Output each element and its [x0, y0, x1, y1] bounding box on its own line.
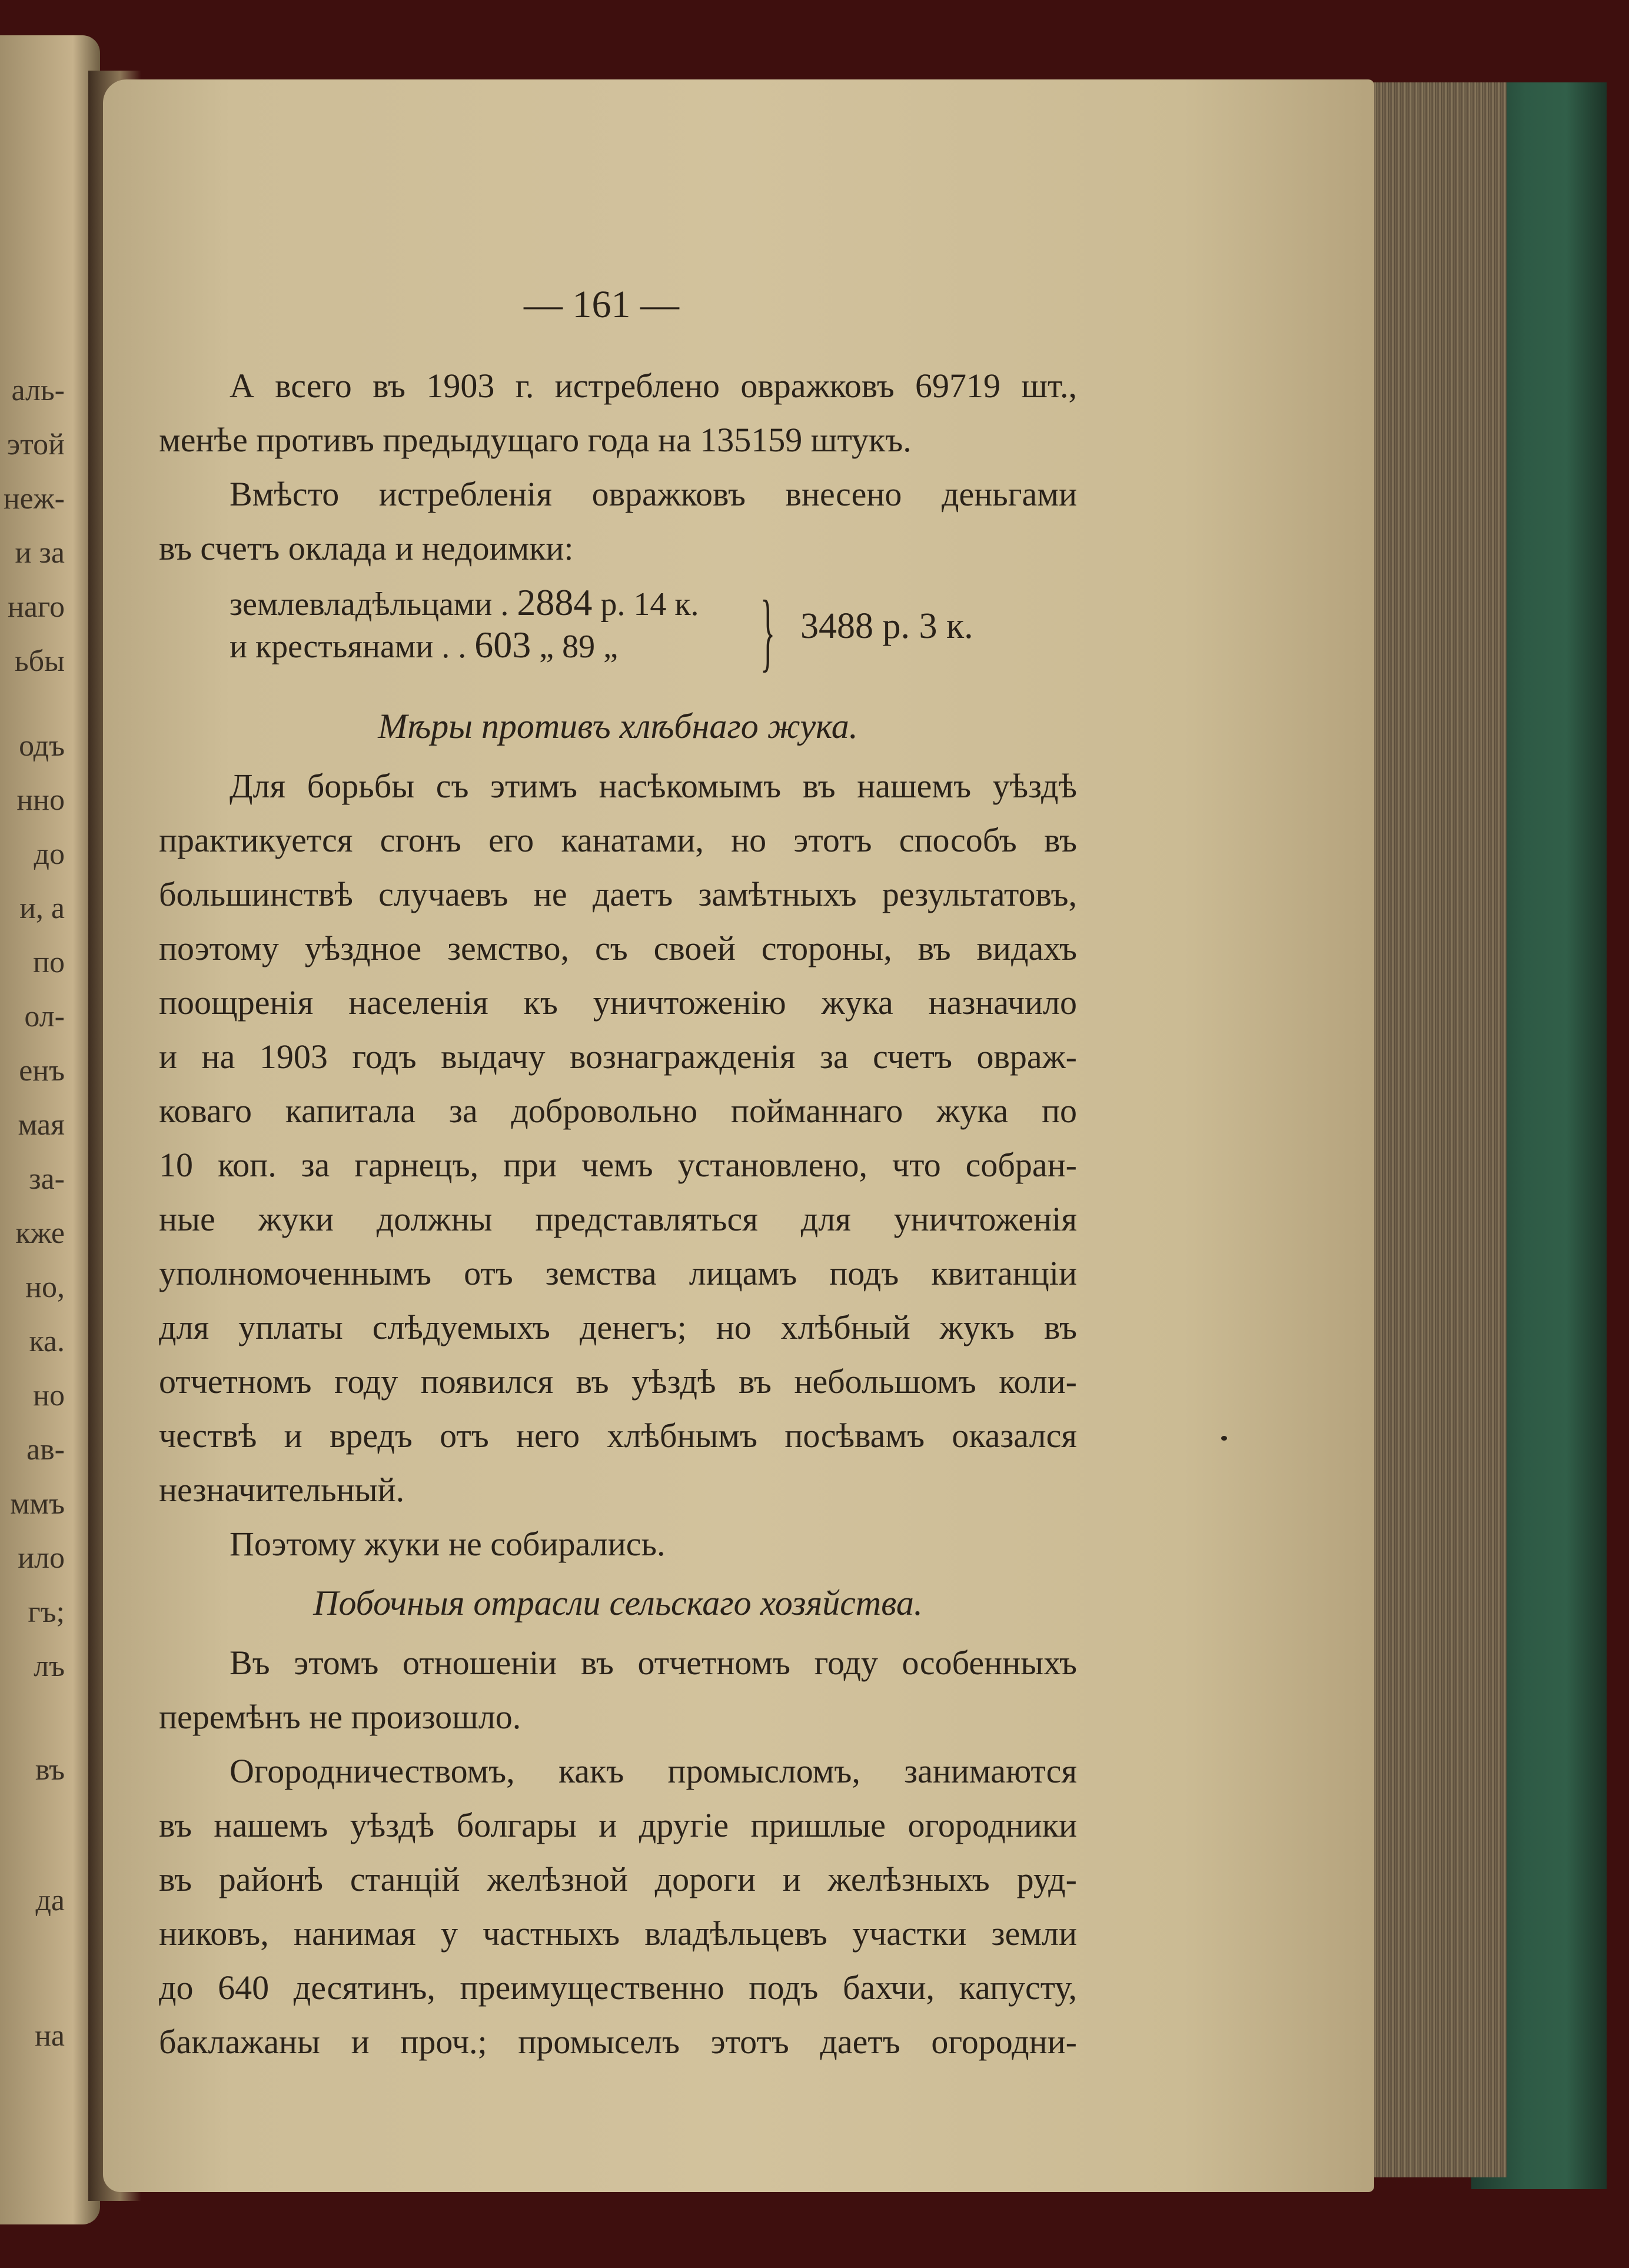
text-line: никовъ, нанимая у частныхъ владѣльцевъ участки земли [159, 1914, 1077, 1953]
left-fragment: аль- [11, 374, 65, 407]
text-line: уполномоченнымъ отъ земства лицамъ подъ квитанціи [159, 1254, 1077, 1292]
left-fragment: на [35, 2019, 65, 2053]
text-line: большинствѣ случаевъ не даетъ замѣтныхъ результатовъ, [159, 875, 1077, 913]
left-fragment: ол- [24, 1000, 65, 1033]
text-line: чествѣ и вредъ отъ него хлѣбнымъ посѣвамъ оказался [159, 1416, 1077, 1455]
left-fragment: ммъ [10, 1487, 65, 1521]
left-fragment: ав- [26, 1433, 65, 1466]
left-fragment: неж- [3, 482, 65, 516]
text-line: Въ этомъ отношеніи въ отчетномъ году особенныхъ [230, 1644, 1077, 1682]
payment-table [159, 576, 1077, 693]
payment-unit: р. 14 к. [592, 586, 699, 623]
text-line: незначительный. [159, 1471, 405, 1509]
left-fragment: въ [35, 1753, 65, 1787]
left-fragment: и, а [19, 892, 65, 925]
text-line: Вмѣсто истребленія овражковъ внесено деньгами [230, 475, 1077, 513]
left-fragment: енъ [19, 1054, 65, 1088]
paragraph-grain-beetle [159, 759, 1077, 1517]
left-fragment: этой [6, 428, 65, 461]
paragraph-market-gardening [159, 1744, 1077, 2069]
left-fragment: кже [15, 1216, 65, 1250]
page-block-edge [1354, 82, 1507, 2177]
payment-label: землевладѣльцами . [230, 586, 517, 623]
text-line: поощренія населенія къ уничтоженію жука назначило [159, 983, 1077, 1022]
payment-amount: 2884 [517, 581, 593, 623]
left-page [0, 35, 100, 2224]
text-line: перемѣнъ не произошло. [159, 1698, 521, 1736]
left-fragment: но, [25, 1271, 65, 1304]
left-fragment: мая [18, 1108, 65, 1142]
page-text [159, 359, 1077, 2069]
text-line: въ счетъ оклада и недоимки: [159, 529, 574, 567]
left-fragment: лъ [34, 1650, 65, 1683]
paragraph-no-changes [159, 1636, 1077, 1744]
left-fragment: наго [8, 590, 65, 624]
section-heading-grain-beetle: Мѣры противъ хлѣбнаго жука. [378, 707, 858, 746]
left-fragment: и за [15, 536, 65, 570]
paragraph-beetles-not-collected [159, 1517, 1077, 1571]
text-line: 10 коп. за гарнецъ, при чемъ установлено, что собран- [159, 1146, 1077, 1184]
left-fragment: за- [29, 1162, 65, 1196]
text-line: баклажаны и проч.; промыселъ этотъ даетъ огородни- [159, 2023, 1077, 2061]
text-line: менѣе противъ предыдущаго года на 135159 штукъ. [159, 421, 912, 459]
text-line: ные жуки должны представляться для уничтоженія [159, 1200, 1077, 1238]
text-line: въ районѣ станцій желѣзной дороги и желѣзныхъ руд- [159, 1860, 1077, 1898]
text-line: А всего въ 1903 г. истреблено овражковъ 69719 шт., [230, 367, 1077, 405]
left-fragment: нно [16, 783, 65, 817]
page-number: — 161 — [524, 283, 679, 326]
text-line: поэтому уѣздное земство, съ своей стороны, въ видахъ [159, 929, 1077, 967]
payment-unit: „ 89 „ [531, 628, 618, 665]
text-line: для уплаты слѣдуемыхъ денегъ; но хлѣбный жукъ въ [159, 1308, 1077, 1346]
text-line: практикуется сгонъ его канатами, но этотъ способъ въ [159, 821, 1077, 859]
payment-label: и крестьянами . . [230, 628, 475, 665]
left-fragment: но [33, 1379, 65, 1412]
text-line: Для борьбы съ этимъ насѣкомымъ въ нашемъ уѣздѣ [230, 767, 1077, 805]
payment-row-peasants [230, 618, 618, 674]
left-fragment: ьбы [14, 644, 65, 678]
text-line: Поэтому жуки не собирались. [230, 1525, 666, 1563]
left-fragment: ило [18, 1541, 65, 1575]
text-line: отчетномъ году появился въ уѣздѣ въ небольшомъ коли- [159, 1362, 1077, 1401]
left-fragment: ка. [29, 1325, 65, 1358]
left-fragment: по [33, 946, 65, 979]
left-fragment: да [35, 1884, 65, 1917]
paragraph-payment-intro [159, 467, 1077, 576]
text-line: Огородничествомъ, какъ промысломъ, занимаются [230, 1752, 1077, 1790]
brace-glyph: } [760, 583, 776, 680]
left-fragment: гъ; [28, 1595, 65, 1629]
payment-amount: 603 [474, 624, 531, 666]
left-page-text-fragments [0, 35, 65, 2224]
payment-total: 3488 р. 3 к. [800, 606, 973, 646]
section-heading-side-branches: Побочныя отрасли сельскаго хозяйства. [313, 1584, 923, 1622]
left-fragment: одъ [19, 729, 65, 763]
text-line: въ нашемъ уѣздѣ болгары и другіе пришлые огородники [159, 1806, 1077, 1844]
text-line: коваго капитала за добровольно пойманнаго жука по [159, 1092, 1077, 1130]
left-fragment: до [34, 837, 65, 871]
paragraph-gophers-total [159, 359, 1077, 467]
text-line: до 640 десятинъ, преимущественно подъ бахчи, капусту, [159, 1968, 1077, 2007]
ink-speck [1221, 1436, 1227, 1441]
text-line: и на 1903 годъ выдачу вознагражденія за счетъ овраж- [159, 1037, 1077, 1076]
